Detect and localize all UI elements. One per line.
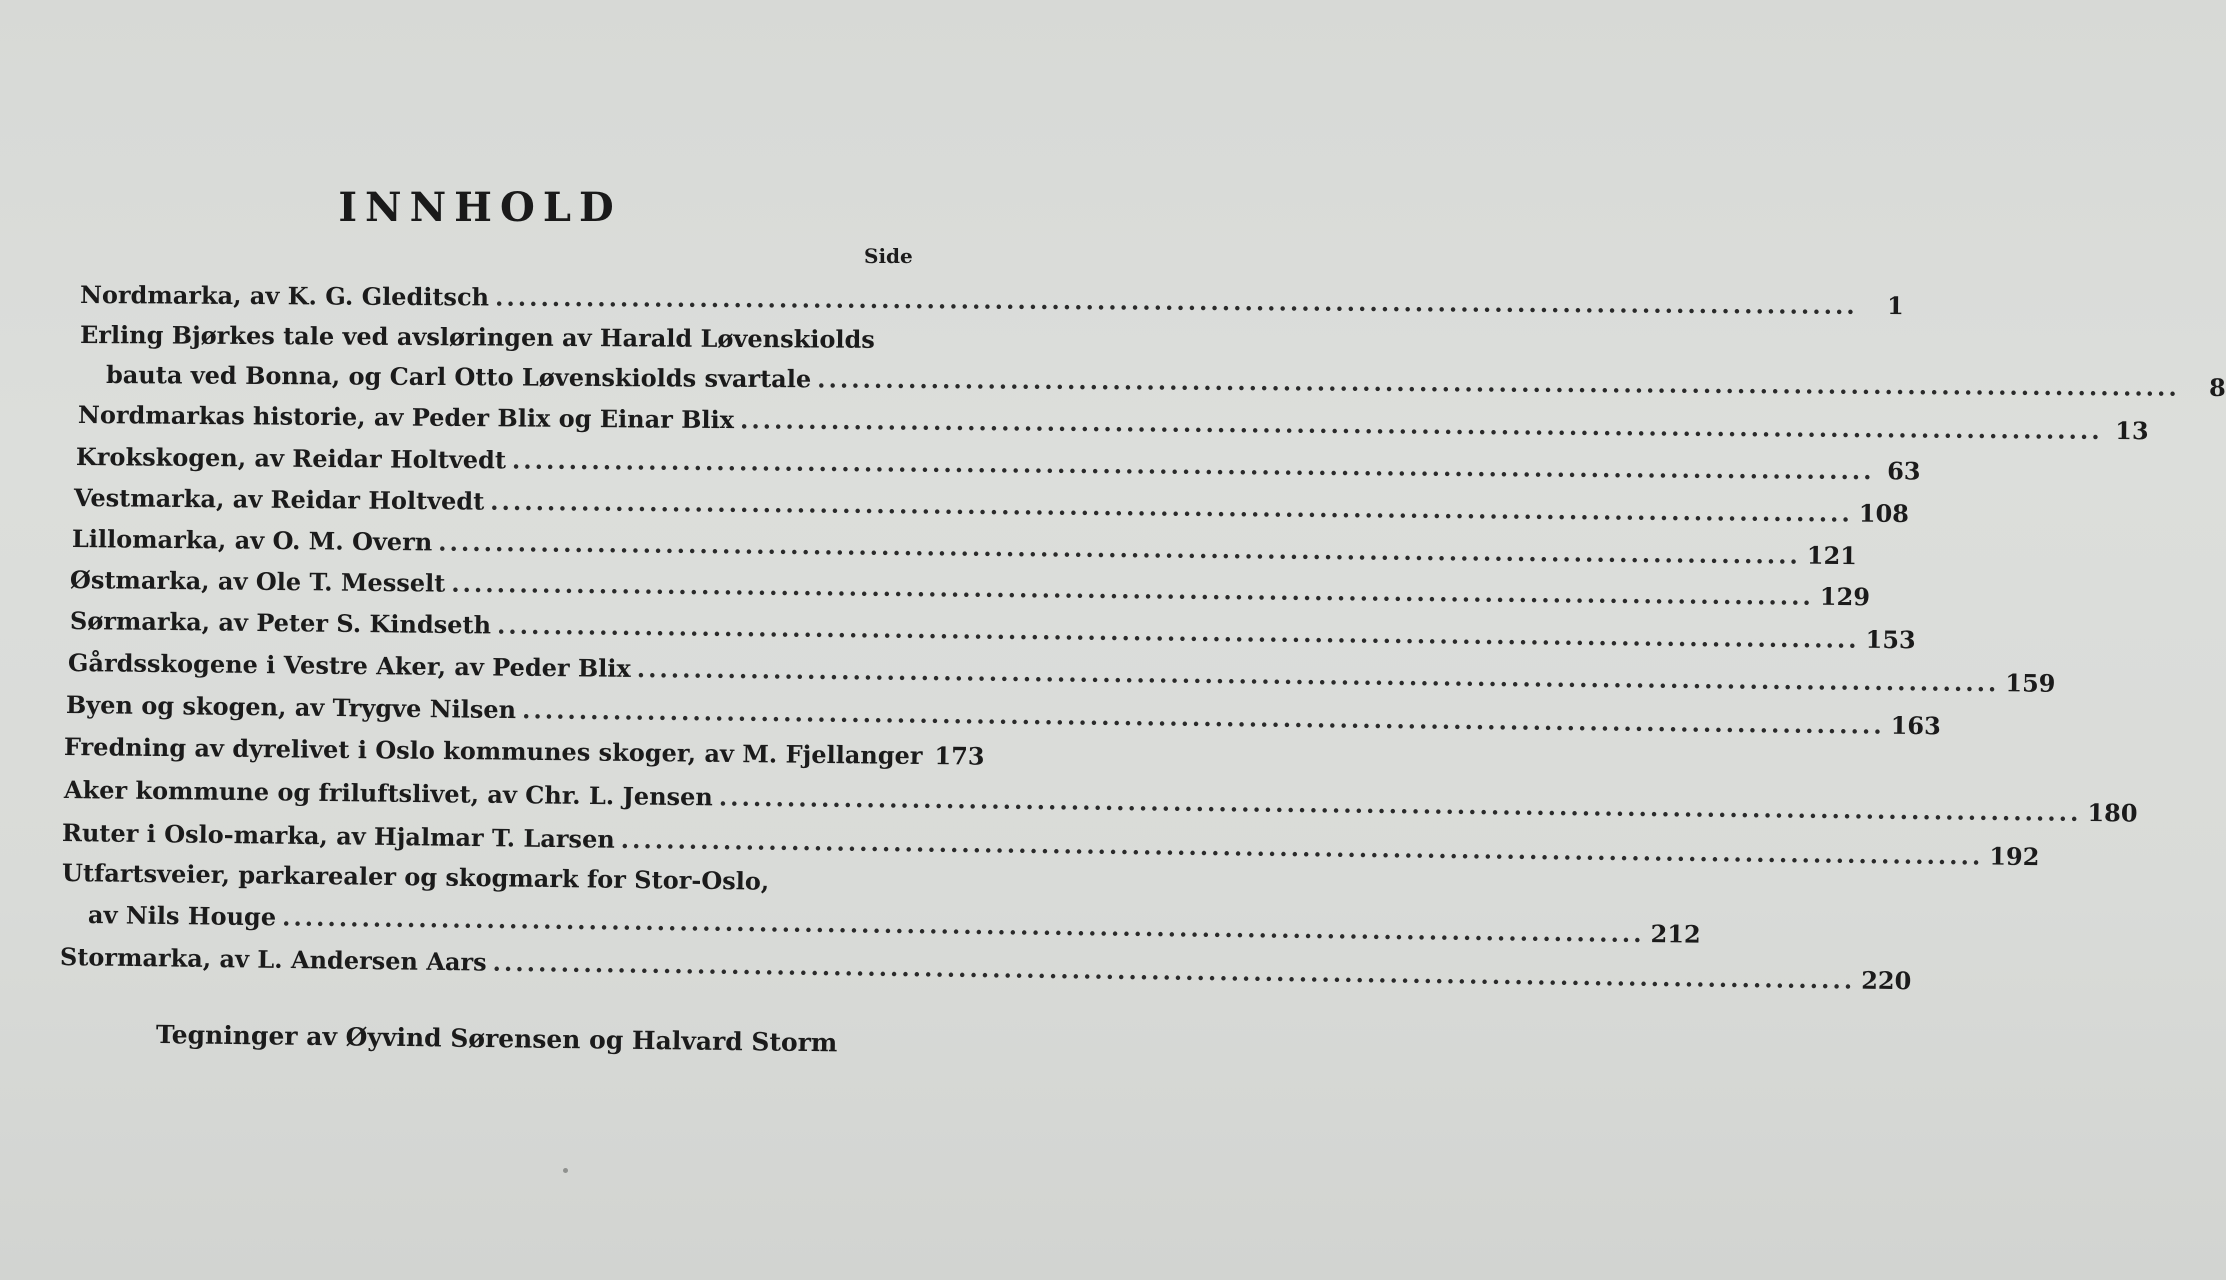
toc-entry-title: Utfartsveier, parkarealer og skogmark for Stor-Oslo, (61, 858, 770, 896)
dot-leader: ........................................................................................................................ (494, 282, 1858, 320)
toc-entry-page-number: 159 (2005, 668, 2056, 698)
paper-speck (563, 1168, 568, 1173)
toc-entry (63, 775, 2138, 828)
dot-leader: ........................................................................................................................ (739, 405, 2103, 445)
dot-leader: ........................................................................................................................ (511, 445, 1875, 486)
page-column-label: Side (864, 244, 913, 268)
toc-entry-title: Nordmarka, av K. G. Gleditsch (79, 280, 490, 312)
dot-leader: ........................................................................................................................ (492, 947, 1856, 995)
toc-entry (79, 320, 875, 354)
toc-entry-title: Erling Bjørkes tale ved avsløringen av Harald Løvenskiolds (79, 320, 875, 354)
toc-entry-page-number: 63 (1887, 456, 1921, 486)
toc-entry-title: Aker kommune og friluftslivet, av Chr. L. Jensen (63, 775, 714, 812)
dot-leader: ........................................................................................................................ (521, 695, 1885, 740)
dot-leader: ........................................................................................................................ (496, 610, 1860, 654)
toc-entry (87, 900, 1701, 949)
toc-entry-title: av Nils Houge (87, 900, 277, 932)
toc-entry (61, 858, 770, 896)
toc-entry-page-number: 153 (1865, 624, 1916, 655)
toc-entry-page-number: 129 (1819, 581, 1871, 612)
toc-entry-page-number: 108 (1858, 498, 1910, 529)
toc-entry-title: bauta ved Bonna, og Carl Otto Løvenskiolds svartale (105, 360, 812, 394)
toc-entry (59, 942, 1912, 996)
illustrations-credit: Tegninger av Øyvind Sørensen og Halvard Storm (155, 1020, 838, 1058)
toc-entry-title: Østmarka, av Ole T. Messelt (69, 565, 446, 598)
toc-entry (75, 442, 1921, 486)
dot-leader: ........................................................................................................................ (281, 902, 1645, 949)
page-title: INNHOLD (338, 184, 622, 231)
toc-entry-title: Nordmarkas historie, av Peder Blix og Einar Blix (77, 400, 735, 435)
dot-leader: ........................................................................................................................ (817, 364, 2180, 402)
toc-entry-page-number: 173 (934, 741, 985, 771)
toc-entry (79, 280, 1904, 321)
toc-entry (63, 732, 985, 771)
toc-entry-page-number: 121 (1806, 540, 1858, 571)
toc-entry-title: Sørmarka, av Peter S. Kindseth (69, 606, 492, 640)
toc-entry-page-number: 180 (2087, 797, 2138, 828)
dot-leader: ........................................................................................................................ (620, 824, 1984, 871)
dot-leader: ........................................................................................................................ (451, 568, 1815, 611)
toc-entry-page-number: 192 (1989, 841, 2040, 872)
toc-entry-title: Byen og skogen, av Trygve Nilsen (65, 690, 517, 725)
dot-leader: ........................................................................................................................ (438, 527, 1801, 570)
toc-entry-title: Gårdsskogene i Vestre Aker, av Peder Blix (67, 648, 631, 683)
toc-entry (69, 565, 1871, 612)
toc-entry (105, 360, 2226, 402)
toc-entry (73, 483, 1910, 529)
toc-entry-title: Ruter i Oslo-marka, av Hjalmar T. Larsen (61, 818, 615, 854)
toc-entry-title: Vestmarka, av Reidar Holtvedt (73, 483, 485, 516)
dot-leader: ........................................................................................................................ (490, 486, 1853, 528)
dot-leader: ........................................................................................................................ (718, 782, 2082, 827)
toc-entry-title: Stormarka, av L. Andersen Aars (59, 942, 487, 977)
toc-entry-page-number: 163 (1890, 710, 1941, 741)
dot-leader: ........................................................................................................................ (636, 653, 2000, 698)
toc-entry-page-number: 8 (2209, 372, 2226, 402)
toc-entry (65, 690, 1941, 741)
toc-entry (61, 818, 2040, 872)
toc-entry-page-number: 1 (1886, 291, 1904, 321)
toc-entry-page-number: 212 (1650, 919, 1701, 949)
toc-entry-page-number: 13 (2115, 416, 2149, 446)
toc-entry-title: Fredning av dyrelivet i Oslo kommunes skoger, av M. Fjellanger (63, 732, 923, 770)
toc-entry-title: Lillomarka, av O. M. Overn (71, 524, 433, 557)
toc-entry (77, 400, 2149, 446)
toc-entry-page-number: 220 (1860, 965, 1912, 996)
toc-entry (67, 648, 2056, 698)
toc-entry (71, 524, 1858, 571)
toc-entry (69, 606, 1916, 655)
toc-entry-title: Krokskogen, av Reidar Holtvedt (75, 442, 507, 475)
